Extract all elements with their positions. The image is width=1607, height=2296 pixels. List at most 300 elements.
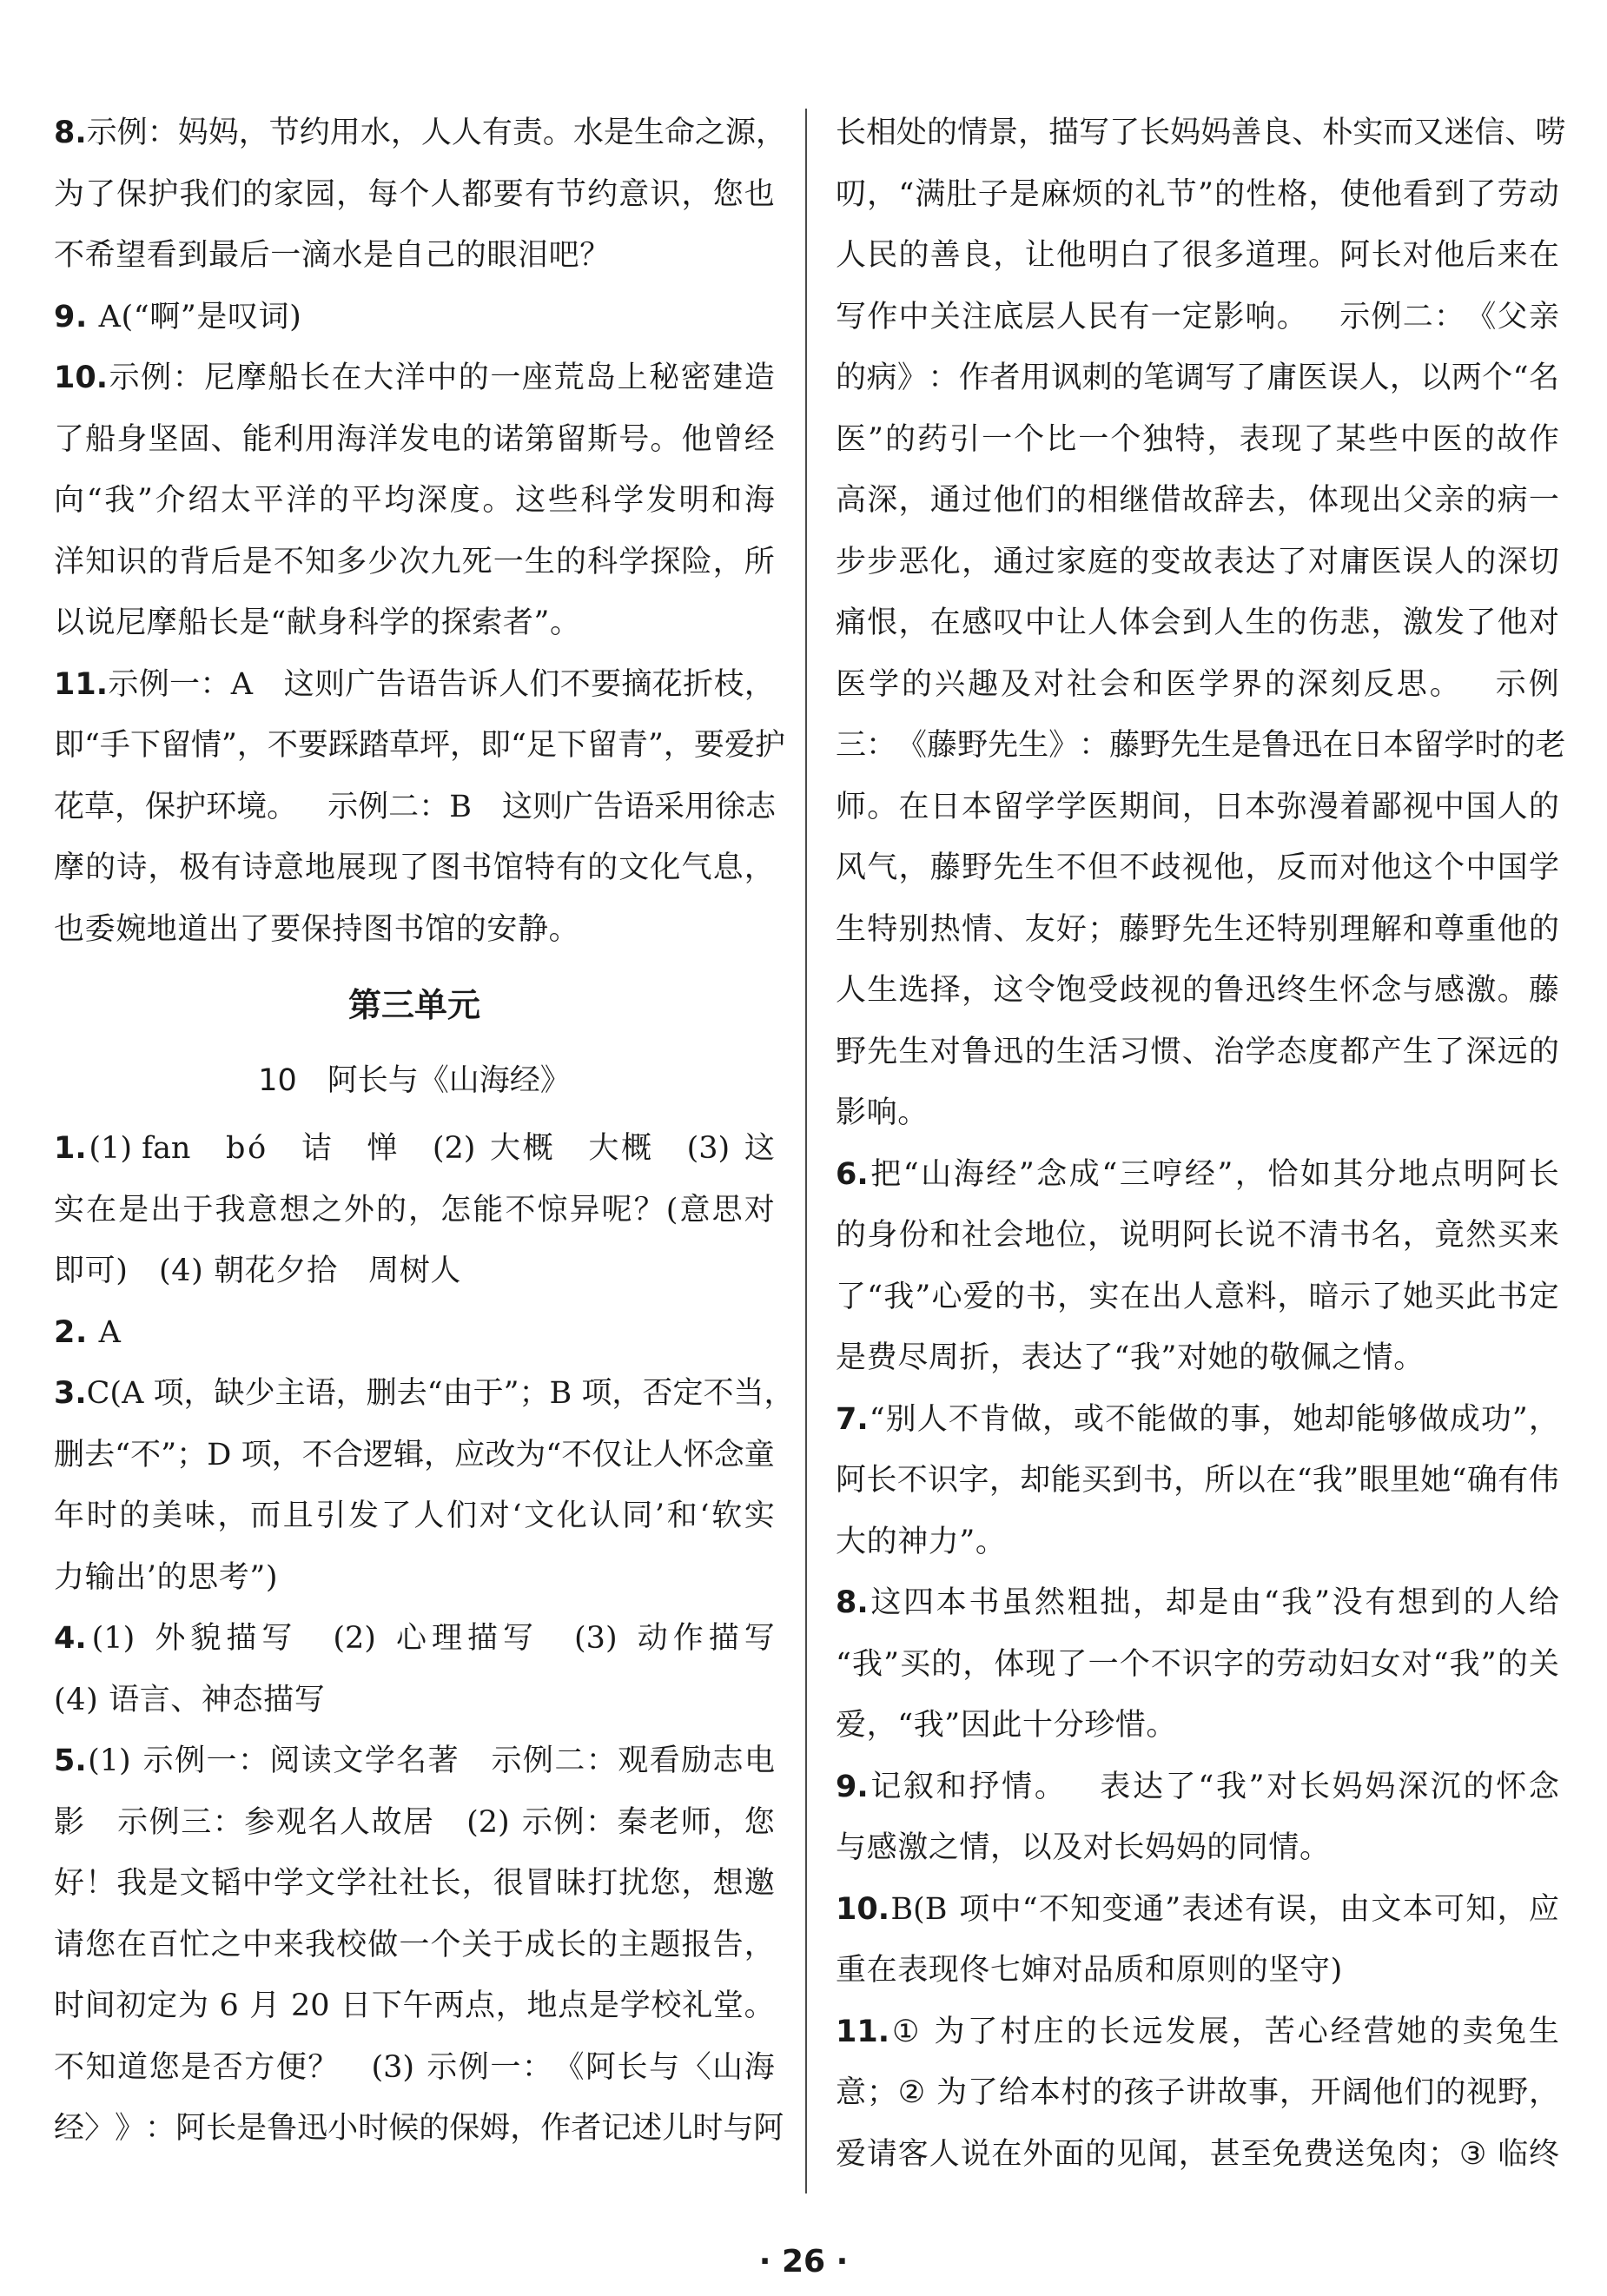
glyph: 生 [898, 1034, 929, 1069]
glyph: 船 [85, 421, 116, 457]
glyph: 却 [1165, 1585, 1196, 1620]
glyph: 化 [929, 544, 961, 579]
glyph: 发 [348, 1499, 380, 1533]
glyph: 坪 [419, 728, 450, 763]
glyph: ” [1480, 1646, 1497, 1682]
glyph: 是 [588, 1988, 619, 2023]
glyph: 关 [929, 299, 961, 334]
glyph: 性 [1246, 176, 1277, 212]
glyph: 鲁 [1214, 973, 1245, 1008]
answer-line [54, 470, 775, 532]
glyph: 应 [454, 1437, 486, 1472]
glyph: 的 [458, 361, 489, 395]
glyph: 。 [867, 789, 898, 824]
glyph: 下 [129, 728, 161, 763]
glyph: 生 [1528, 2014, 1559, 2049]
glyph: 字 [1214, 1646, 1245, 1682]
glyph: 姆 [479, 2111, 511, 2146]
glyph: 唠 [1535, 116, 1566, 150]
glyph: 却 [1324, 1401, 1355, 1437]
answer-text: 不希望看到最后一滴水是自己的眼泪吧？ [54, 238, 611, 273]
glyph: 别 [1307, 911, 1339, 947]
glyph: ， [1497, 1891, 1528, 1927]
glyph: 的 [587, 1927, 618, 1962]
glyph: 费 [1303, 2136, 1334, 2172]
glyph: 二 [554, 1744, 585, 1778]
glyph: 的 [1528, 789, 1559, 824]
glyph: 中 [990, 1891, 1022, 1927]
glyph: 医 [1297, 361, 1328, 395]
glyph: 趣 [967, 666, 998, 702]
glyph: 通 [1133, 1891, 1164, 1927]
glyph: ” [1217, 1156, 1233, 1192]
glyph: 长 [617, 2049, 648, 2085]
glyph: “ [511, 728, 526, 763]
glyph: 独 [1142, 421, 1174, 457]
glyph: 长 [1140, 116, 1171, 150]
answer-line [836, 960, 1559, 1022]
glyph: 要 [693, 728, 724, 763]
glyph: 能 [241, 421, 273, 457]
glyph: 识 [1181, 1646, 1213, 1682]
glyph: ， [1231, 2014, 1262, 2049]
glyph: 深 [417, 483, 448, 518]
glyph: 对 [1339, 850, 1371, 885]
item-number: 4. [54, 1621, 87, 1656]
glyph: 粗 [1067, 1585, 1098, 1620]
glyph: 的 [1435, 2075, 1466, 2110]
glyph: “ [1432, 1646, 1449, 1682]
glyph [922, 2002, 931, 2063]
glyph: 医 [1165, 666, 1196, 702]
answer-line [54, 1485, 775, 1547]
glyph: 书 [969, 1585, 1000, 1620]
glyph: A [230, 666, 253, 702]
glyph: 座 [521, 361, 552, 395]
glyph [381, 1608, 391, 1670]
glyph: 生 [1214, 911, 1245, 947]
glyph: ” [503, 1376, 519, 1411]
glyph: 后 [210, 544, 241, 579]
glyph: 来 [273, 1927, 304, 1962]
glyph: 人 [499, 666, 530, 702]
glyph: 有 [1245, 1891, 1276, 1927]
glyph: 作 [672, 1621, 704, 1656]
glyph: ( [665, 1192, 678, 1227]
glyph: 长 [430, 1866, 461, 1901]
glyph: 点 [465, 1988, 496, 2023]
glyph: 明 [678, 483, 710, 518]
glyph: 学 [1055, 789, 1087, 824]
glyph: 肚 [946, 176, 977, 212]
answer-text: A [98, 1314, 122, 1350]
glyph: 描 [226, 1621, 257, 1656]
answer-line [54, 1670, 775, 1731]
glyph: 例 [141, 361, 172, 395]
glyph: 变 [1150, 544, 1181, 579]
glyph: 伟 [1528, 1463, 1559, 1498]
glyph [472, 777, 502, 838]
glyph: 身 [867, 1218, 898, 1253]
glyph: ， [1132, 1585, 1163, 1620]
glyph: 出 [1371, 483, 1402, 518]
glyph: ， [238, 116, 269, 150]
glyph: 〉 [84, 2111, 116, 2146]
glyph: 语 [305, 1376, 336, 1411]
glyph: ” [161, 1437, 177, 1472]
glyph: 作 [1528, 421, 1559, 457]
glyph: ， [1276, 483, 1307, 518]
glyph: 一 [1528, 483, 1559, 518]
glyph: 观 [618, 1744, 649, 1778]
glyph: 项 [241, 1437, 272, 1472]
glyph: 曾 [712, 421, 744, 457]
glyph: 密 [680, 361, 711, 395]
glyph: 向 [54, 483, 85, 518]
glyph: 是 [603, 116, 634, 150]
glyph: D [207, 1437, 232, 1472]
glyph: 志 [745, 789, 777, 824]
glyph: 他 [681, 421, 712, 457]
glyph: 而 [1307, 850, 1339, 885]
glyph: 识 [650, 176, 681, 212]
glyph: 意 [679, 1192, 711, 1227]
glyph: 虽 [1002, 1585, 1033, 1620]
glyph [86, 1792, 116, 1854]
glyph: 的 [994, 1279, 1025, 1314]
glyph: 人 [1496, 1585, 1527, 1620]
answer-line [54, 777, 775, 838]
glyph: ， [756, 116, 787, 150]
glyph: 然 [1034, 1585, 1065, 1620]
glyph: 识 [928, 1463, 959, 1498]
glyph: 临 [1498, 2136, 1529, 2172]
glyph: 洋 [54, 544, 85, 579]
glyph: 化 [556, 1499, 587, 1533]
glyph: 买 [1081, 1463, 1113, 1498]
glyph: 意 [618, 176, 650, 212]
glyph: 发 [1165, 2014, 1196, 2049]
glyph: 去 [1245, 483, 1276, 518]
glyph [297, 1608, 327, 1670]
glyph: 态 [1276, 1034, 1307, 1069]
glyph: 学 [336, 1866, 367, 1901]
glyph: 对 [1402, 238, 1433, 273]
glyph: 长 [866, 1463, 897, 1498]
glyph: 知 [1465, 1891, 1497, 1927]
glyph: 的 [85, 850, 116, 885]
answer-line [54, 1425, 775, 1486]
glyph: 意 [273, 850, 304, 885]
glyph: 中 [1024, 605, 1055, 640]
glyph: ， [271, 1437, 302, 1472]
glyph [511, 1792, 520, 1854]
glyph: 的 [461, 421, 493, 457]
glyph: 有 [210, 850, 241, 885]
glyph: 故 [1181, 483, 1213, 518]
glyph: 激 [1402, 605, 1433, 640]
glyph: ， [1234, 1156, 1266, 1192]
answer-line [836, 225, 1559, 287]
glyph: 点 [1431, 1156, 1462, 1192]
glyph: 庸 [1339, 544, 1371, 579]
glyph: ” [1197, 176, 1214, 212]
answer-line [54, 1792, 775, 1854]
glyph: 讲 [1186, 2075, 1217, 2110]
glyph: 买 [900, 1646, 931, 1682]
glyph: 医 [1088, 789, 1119, 824]
glyph: 校 [336, 1927, 367, 1962]
glyph: 说 [960, 2136, 991, 2172]
glyph: 保 [449, 2111, 480, 2146]
glyph: 们 [529, 666, 560, 702]
glyph: 述 [632, 2111, 663, 2146]
glyph: 学 [1245, 1034, 1276, 1069]
glyph [140, 1608, 149, 1670]
glyph: 感 [962, 605, 993, 640]
glyph: 我 [1281, 1585, 1313, 1620]
glyph: 民 [1088, 299, 1119, 334]
glyph: 踩 [327, 728, 359, 763]
glyph: 想 [279, 1192, 310, 1227]
glyph: 秘 [649, 361, 680, 395]
glyph: 写 [261, 1621, 293, 1656]
glyph: 删 [54, 1437, 85, 1472]
glyph: 表 [1100, 1769, 1131, 1804]
glyph: 是 [236, 2111, 268, 2146]
glyph: 例 [116, 116, 148, 150]
answer-line [836, 164, 1559, 226]
glyph: 是 [241, 544, 273, 579]
glyph: 活 [1088, 1034, 1119, 1069]
glyph: 的 [1092, 2075, 1123, 2110]
glyph: 海 [953, 1156, 984, 1192]
glyph: 对 [929, 1034, 961, 1069]
glyph: 的 [1055, 483, 1087, 518]
glyph: 项 [959, 1891, 990, 1927]
glyph: 伤 [1307, 605, 1339, 640]
glyph: 藤 [1528, 973, 1559, 1008]
glyph: 即 [480, 728, 512, 763]
glyph: 卖 [1462, 2014, 1493, 2049]
glyph: 切 [1528, 544, 1559, 579]
glyph: 字 [958, 1463, 989, 1498]
glyph: 了 [1465, 605, 1497, 640]
answer-line [54, 164, 775, 226]
glyph: 长 [556, 1927, 587, 1962]
glyph: 日 [1214, 789, 1245, 824]
glyph: 故 [1217, 2075, 1248, 2110]
glyph: 否 [642, 1376, 673, 1411]
glyph: 否 [212, 2049, 243, 2085]
glyph: 通 [929, 483, 961, 518]
glyph [231, 1425, 241, 1486]
glyph: 要 [493, 176, 524, 212]
glyph: ， [510, 2111, 541, 2146]
glyph: 一 [490, 361, 521, 395]
glyph: 野 [836, 1034, 867, 1069]
glyph: 麻 [1041, 176, 1072, 212]
glyph: 的 [1103, 176, 1134, 212]
glyph: 知 [305, 544, 336, 579]
glyph: 子 [1154, 2075, 1186, 2110]
glyph: 时 [1474, 728, 1505, 763]
glyph: 励 [681, 1744, 712, 1778]
glyph: 长 [1528, 1156, 1559, 1192]
glyph: 书 [1025, 1279, 1056, 1314]
glyph: 响 [1245, 299, 1276, 334]
glyph: 某 [1335, 421, 1366, 457]
glyph: ③ [1458, 2136, 1487, 2172]
glyph [478, 1118, 487, 1180]
glyph: (1) [88, 1744, 131, 1778]
glyph: “ [903, 1156, 919, 1192]
glyph: 保 [145, 789, 176, 824]
glyph: 先 [993, 850, 1024, 885]
glyph: 的 [1085, 2136, 1116, 2172]
glyph [1487, 2124, 1497, 2186]
glyph: ， [217, 1499, 248, 1533]
glyph: 了 [1150, 238, 1181, 273]
glyph: ” [136, 483, 153, 518]
glyph: 子 [977, 176, 1009, 212]
glyph: 的 [1245, 1646, 1276, 1682]
glyph: 让 [1024, 238, 1055, 273]
item-number: 11. [54, 666, 109, 702]
glyph: 二 [1402, 299, 1433, 334]
glyph: 摩 [235, 361, 267, 395]
glyph [1308, 287, 1339, 348]
glyph: 知 [1070, 1891, 1101, 1927]
glyph: 动 [1307, 1646, 1339, 1682]
glyph: 文 [333, 1744, 364, 1778]
glyph: 探 [650, 544, 681, 579]
glyph: 让 [1055, 605, 1087, 640]
glyph: 护 [148, 176, 179, 212]
glyph: 《 [1465, 299, 1497, 334]
glyph: 则 [532, 789, 563, 824]
glyph: 太 [220, 483, 251, 518]
glyph: 诗 [241, 850, 273, 885]
glyph: 过 [962, 483, 993, 518]
glyph: 的 [1429, 2014, 1460, 2049]
glyph: 在 [1528, 238, 1559, 273]
glyph: 这 [501, 789, 532, 824]
page-number: · 26 · [758, 2244, 849, 2279]
glyph: 坚 [148, 421, 179, 457]
glyph: 节 [556, 176, 587, 212]
answer-line [836, 103, 1566, 164]
glyph: 二 [388, 789, 420, 824]
glyph: 地 [1398, 1156, 1429, 1192]
glyph: 了 [967, 2014, 998, 2049]
glyph: 个 [1119, 1646, 1150, 1682]
glyph: 视 [1402, 789, 1433, 824]
glyph: 念 [1371, 973, 1402, 1008]
glyph: 平 [351, 483, 382, 518]
glyph: 不 [1150, 1646, 1181, 1682]
glyph: 事 [1247, 2075, 1279, 2110]
glyph: 为 [515, 1437, 546, 1472]
glyph: 写 [1079, 116, 1110, 150]
glyph: 妈 [1200, 116, 1232, 150]
answer-line [54, 532, 775, 593]
glyph: 通 [993, 544, 1024, 579]
glyph: 念 [1036, 1156, 1068, 1192]
item-number: 10. [836, 1891, 890, 1927]
glyph [209, 1975, 219, 2037]
glyph: “ [1296, 1463, 1313, 1498]
glyph: 笔 [1143, 361, 1174, 395]
glyph: 老 [1535, 728, 1566, 763]
glyph: 用 [1020, 361, 1051, 395]
glyph: 、 [1181, 1034, 1213, 1069]
glyph: 刻 [1330, 666, 1361, 702]
glyph: 学 [613, 483, 645, 518]
glyph: 确 [1466, 1463, 1498, 1498]
glyph: 和 [1402, 911, 1433, 947]
glyph: 情 [1002, 1769, 1033, 1804]
glyph: 现 [1271, 421, 1302, 457]
answer-text: 爱，“我”因此十分珍惜。 [836, 1708, 1177, 1743]
glyph: 园 [305, 176, 336, 212]
glyph: 您 [744, 1804, 775, 1840]
glyph: 诗 [116, 850, 148, 885]
glyph: 于 [473, 1376, 504, 1411]
glyph: 深 [867, 483, 898, 518]
glyph: ， [663, 728, 694, 763]
glyph: (3) [686, 1131, 731, 1166]
glyph: 例 [522, 1744, 553, 1778]
glyph: 来 [1497, 238, 1528, 273]
glyph: 名 [1528, 361, 1559, 395]
glyph: ， [236, 728, 268, 763]
glyph: 医 [836, 666, 867, 702]
glyph: 护 [175, 789, 207, 824]
glyph: 。 [267, 789, 298, 824]
glyph: 为 [177, 1988, 208, 2023]
answer-text: 即可) (4) 朝花夕拾 周树人 [54, 1254, 461, 1288]
glyph: 对 [1401, 1646, 1432, 1682]
glyph: 借 [1150, 483, 1181, 518]
glyph: 中 [1399, 421, 1431, 457]
glyph: 海 [336, 421, 367, 457]
glyph: 对 [744, 1192, 775, 1227]
glyph: 留 [160, 728, 191, 763]
glyph: ： [585, 1744, 617, 1778]
glyph: 买 [1497, 1218, 1528, 1253]
glyph: “ [836, 1646, 851, 1682]
glyph: 误 [1402, 544, 1433, 579]
glyph: 的 [419, 2111, 450, 2146]
glyph: 我 [116, 1866, 148, 1901]
glyph: 到 [1181, 605, 1213, 640]
glyph: 有 [1498, 1463, 1529, 1498]
glyph: 主 [618, 1927, 650, 1962]
glyph: 都 [1339, 1034, 1371, 1069]
glyph: 主 [274, 1376, 306, 1411]
glyph: 别 [898, 911, 929, 947]
glyph: 则 [314, 666, 346, 702]
glyph: 为 [934, 2014, 965, 2049]
glyph: ， [993, 238, 1024, 273]
glyph: 视 [1466, 2075, 1498, 2110]
glyph: 中 [898, 299, 929, 334]
glyph: 而 [1383, 116, 1414, 150]
glyph: 见 [1116, 2136, 1147, 2172]
glyph: 爱 [962, 1279, 994, 1314]
glyph: 、 [1292, 116, 1323, 150]
